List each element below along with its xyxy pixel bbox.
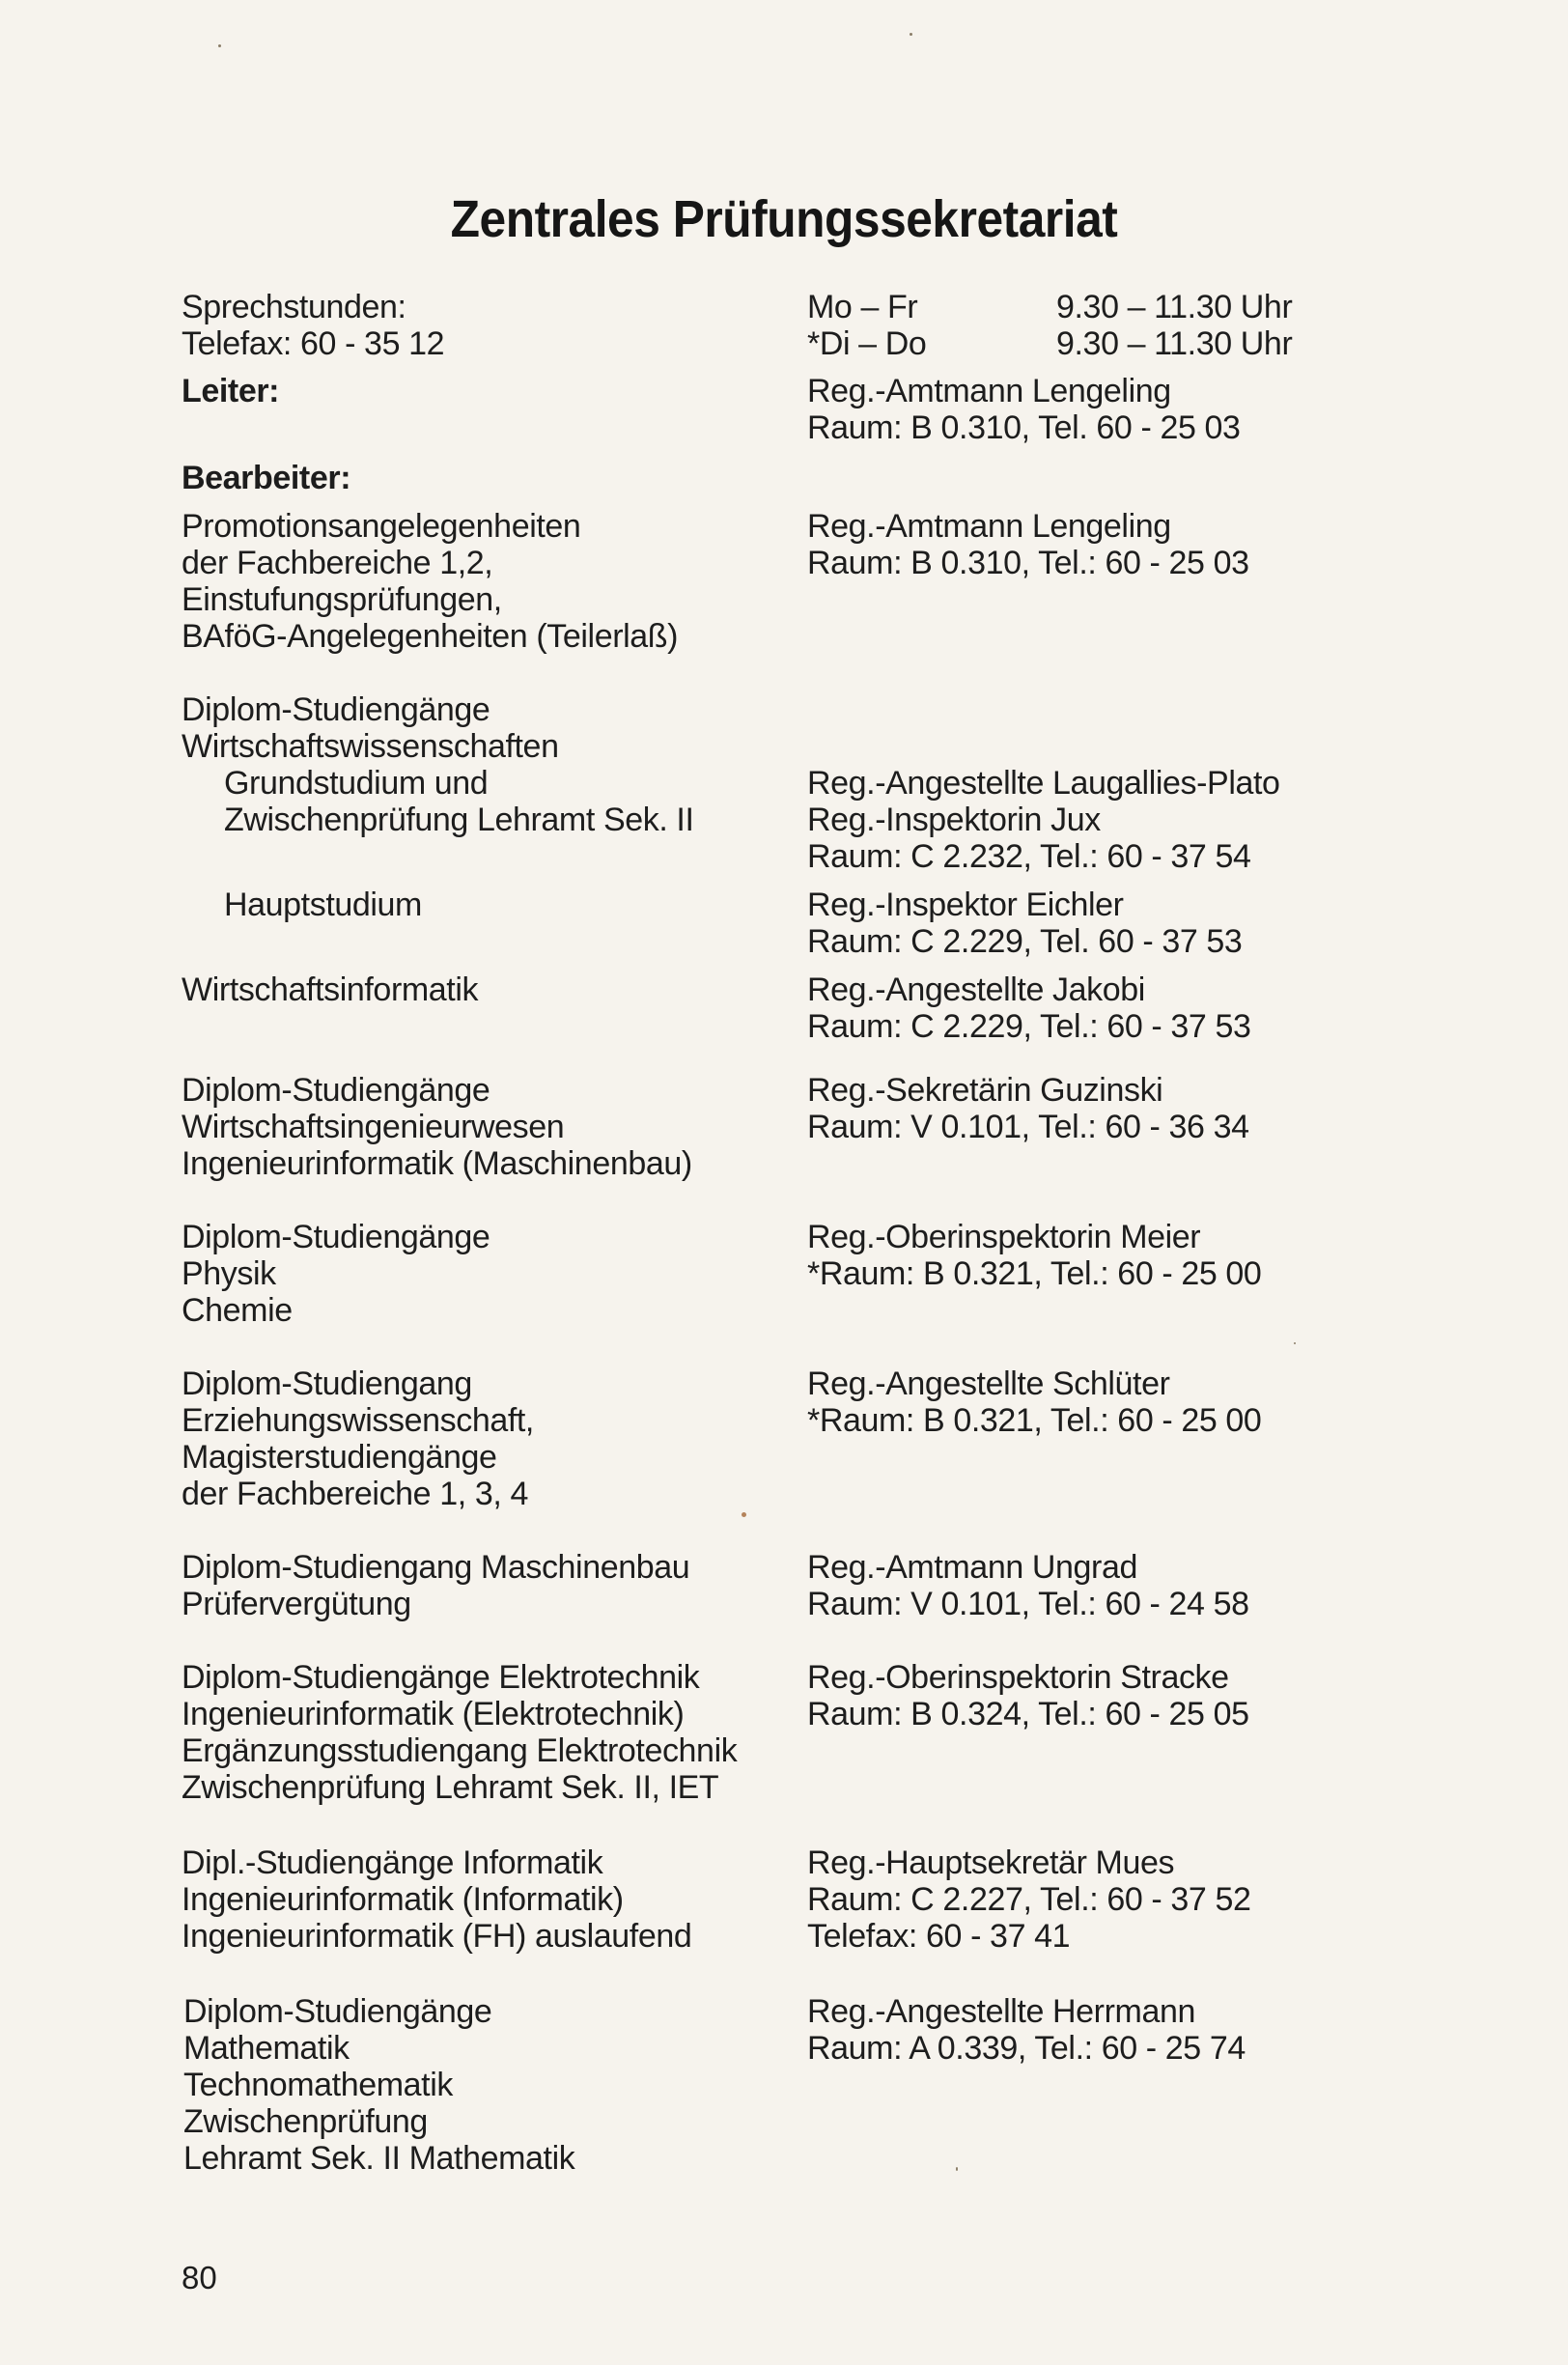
paper-speck <box>218 44 221 47</box>
subject-promotion: Promotionsangelegenheiten der Fachbereiche 1,2, Einstufungsprüfungen, BAföG-Angelegenheiten (Teilerlaß) <box>182 508 679 655</box>
contact-physics-chemistry: Reg.-Oberinspektorin Meier *Raum: B 0.321, Tel.: 60 - 25 00 <box>807 1219 1262 1292</box>
page-number: 80 <box>182 2260 217 2295</box>
subject-physics-chemistry: Diplom-Studiengänge Physik Chemie <box>182 1219 490 1329</box>
paper-speck <box>742 1512 746 1517</box>
paper-speck <box>910 33 912 36</box>
contact-economics-basic: Reg.-Angestellte Laugallies-Plato Reg.-Inspektorin Jux Raum: C 2.232, Tel.: 60 - 37 54 <box>807 765 1280 875</box>
paper-speck <box>956 2167 958 2171</box>
subject-economics: Diplom-Studiengänge Wirtschaftswissenschaften <box>182 691 559 765</box>
contact-economics-main: Reg.-Inspektor Eichler Raum: C 2.229, Tel. 60 - 37 53 <box>807 887 1243 960</box>
contact-industrial-engineering: Reg.-Sekretärin Guzinski Raum: V 0.101, Tel.: 60 - 36 34 <box>807 1072 1249 1145</box>
subject-economics-main: Hauptstudium <box>224 887 422 923</box>
paper-speck <box>1294 1342 1296 1344</box>
contact-electrical-engineering: Reg.-Oberinspektorin Stracke Raum: B 0.324, Tel.: 60 - 25 05 <box>807 1659 1249 1732</box>
contact-promotion: Reg.-Amtmann Lengeling Raum: B 0.310, Tel.: 60 - 25 03 <box>807 508 1249 581</box>
contact-mechanical-engineering: Reg.-Amtmann Ungrad Raum: V 0.101, Tel.: 60 - 24 58 <box>807 1549 1249 1622</box>
fax-number: Telefax: 60 - 35 12 <box>182 325 445 362</box>
page-title: Zentrales Prüfungssekretariat <box>450 190 1118 248</box>
subject-education: Diplom-Studiengang Erziehungswissenschaft, Magisterstudiengänge der Fachbereiche 1, 3, 4 <box>182 1366 534 1512</box>
subject-computer-science: Dipl.-Studiengänge Informatik Ingenieurinformatik (Informatik) Ingenieurinformatik (FH) auslaufend <box>182 1844 692 1955</box>
contact-mathematics: Reg.-Angestellte Herrmann Raum: A 0.339, Tel.: 60 - 25 74 <box>807 1993 1246 2067</box>
staff-label: Bearbeiter: <box>182 460 351 496</box>
contact-education: Reg.-Angestellte Schlüter *Raum: B 0.321, Tel.: 60 - 25 00 <box>807 1366 1262 1439</box>
subject-business-informatics: Wirtschaftsinformatik <box>182 971 479 1008</box>
subject-economics-basic: Grundstudium und Zwischenprüfung Lehramt Sek. II <box>224 765 694 838</box>
contact-business-informatics: Reg.-Angestellte Jakobi Raum: C 2.229, Tel.: 60 - 37 53 <box>807 971 1251 1045</box>
leader-contact: Reg.-Amtmann Lengeling Raum: B 0.310, Tel. 60 - 25 03 <box>807 373 1241 446</box>
office-hours-label: Sprechstunden: Telefax: 60 - 35 12 <box>182 289 445 362</box>
contact-computer-science: Reg.-Hauptsekretär Mues Raum: C 2.227, Tel.: 60 - 37 52 Telefax: 60 - 37 41 <box>807 1844 1251 1955</box>
subject-mathematics: Diplom-Studiengänge Mathematik Technomathematik Zwischenprüfung Lehramt Sek. II Mathematik <box>183 1993 575 2177</box>
leader-label: Leiter: <box>182 373 280 409</box>
office-hours-days: Mo – Fr *Di – Do <box>807 289 927 362</box>
subject-mechanical-engineering: Diplom-Studiengang Maschinenbau Prüfervergütung <box>182 1549 690 1622</box>
subject-electrical-engineering: Diplom-Studiengänge Elektrotechnik Ingenieurinformatik (Elektrotechnik) Ergänzungsstudiengang Elektrotechnik Zwischenprüfung Lehramt Sek. II, IET <box>182 1659 738 1806</box>
subject-industrial-engineering: Diplom-Studiengänge Wirtschaftsingenieurwesen Ingenieurinformatik (Maschinenbau) <box>182 1072 692 1182</box>
office-hours-times: 9.30 – 11.30 Uhr 9.30 – 11.30 Uhr <box>1056 289 1293 362</box>
